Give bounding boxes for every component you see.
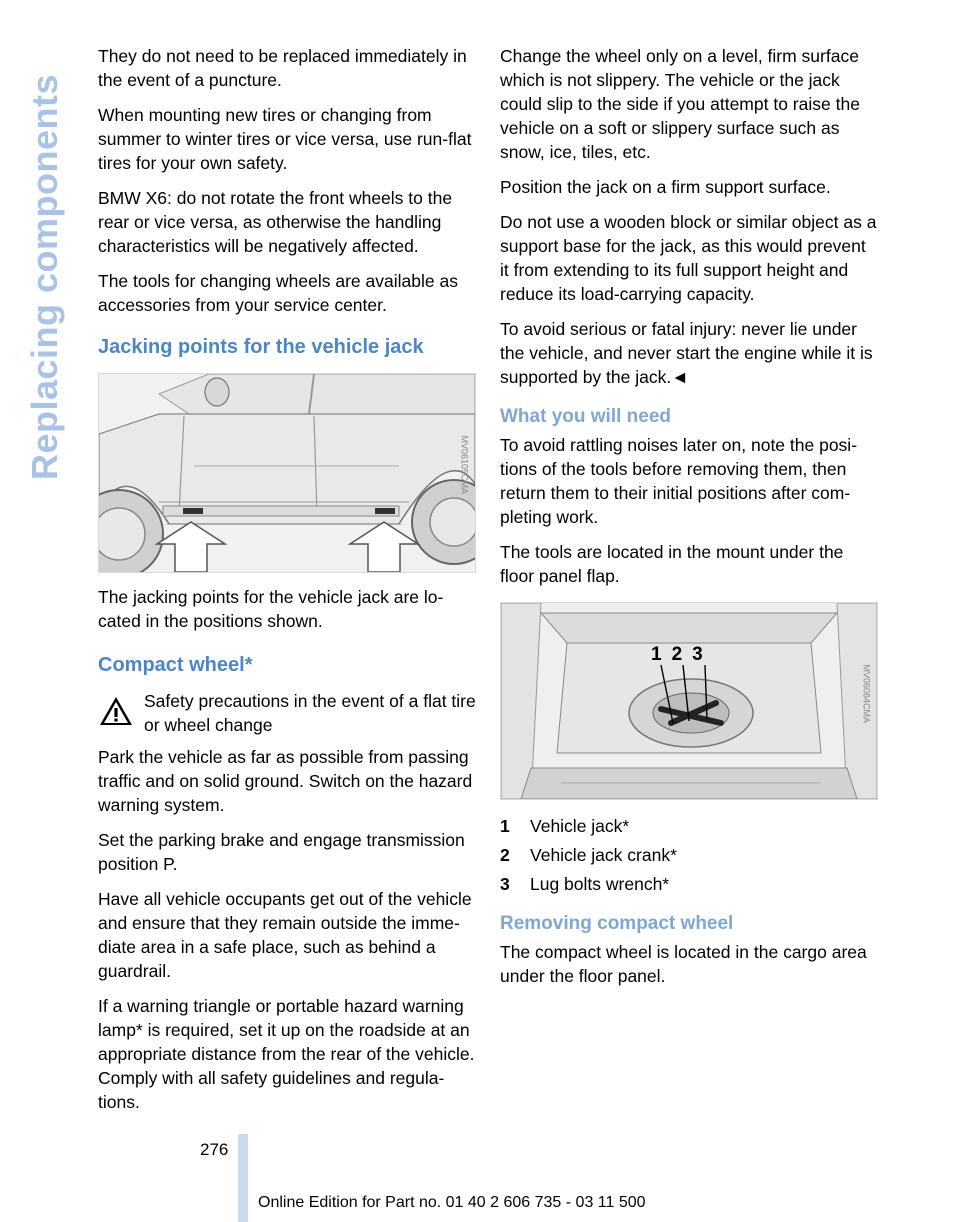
paragraph: Park the vehicle as far as possible from passing traffic and on solid ground. Switch on the hazard warning system. [98,747,473,815]
tool-label-2: 2 [671,644,683,665]
tool-label-1: 1 [651,644,662,665]
paragraph: BMW X6: do not rotate the front wheels to the rear or vice versa, as otherwise the handling characteristics will be negatively affected. [98,188,453,256]
heading-compact-wheel: Compact wheel* [98,654,253,676]
chapter-side-title [20,40,70,480]
list-item [500,872,878,896]
paragraph: Change the wheel only on a level, firm surface which is not slippery. The vehicle or the jack could slip to the side if you attempt to raise the vehicle on a soft or slippery surface such as snow, ice, tiles, etc. [500,46,860,162]
right-column [500,44,878,999]
heading-removing-compact-wheel: Removing compact wheel [500,913,734,934]
list-number: 1 [500,816,510,836]
car-side-illustration [99,374,475,572]
paragraph: Position the jack on a firm support surface. [500,177,831,197]
heading-what-you-will-need: What you will need [500,406,672,427]
paragraph: Have all vehicle occupants get out of the vehicle and ensure that they remain outside the imme-diate area in a safe place, such as behind a guardrail. [98,889,472,981]
online-edition-text: Online Edition for Part no. 01 40 2 606 735 - 03 11 500 [258,1194,646,1211]
paragraph: To avoid serious or fatal injury: never lie under the vehicle, and never start the engine while it is supported by the jack.◄ [500,319,873,387]
cargo-area-illustration [501,603,877,799]
list-number: 3 [500,874,510,894]
tool-labels [651,643,731,667]
paragraph: When mounting new tires or changing from summer to winter tires or vice versa, use run-flat tires for your own safety. [98,105,472,173]
figure-code: MV06084CMA [862,664,872,723]
list-item [500,814,878,838]
paragraph: The tools for changing wheels are available as accessories from your service center. [98,271,458,315]
page-footer [0,1134,960,1222]
tool-list [500,814,878,896]
tool-label-3: 3 [692,644,703,665]
safety-warning [98,689,476,737]
warning-triangle-icon [98,695,134,733]
left-column [98,44,476,1125]
paragraph: They do not need to be replaced immediately in the event of a puncture. [98,46,467,90]
paragraph: The tools are located in the mount under the floor panel flap. [500,542,844,586]
heading-jacking-points: Jacking points for the vehicle jack [98,336,424,358]
paragraph: The compact wheel is located in the cargo area under the floor panel. [500,942,867,986]
list-item [500,843,878,867]
paragraph: To avoid rattling noises later on, note the posi-tions of the tools before removing them, then return them to their initial positions after com-pleting work. [500,435,858,527]
footer-bar [238,1134,248,1222]
list-text: Lug bolts wrench* [530,874,670,894]
list-text: Vehicle jack* [530,816,630,836]
paragraph: Do not use a wooden block or similar object as a support base for the jack, as this would prevent it from extending to its full support height and reduce its load-carrying capacity. [500,212,877,304]
list-text: Vehicle jack crank* [530,845,677,865]
tool-location-figure [500,602,878,800]
jacking-points-figure [98,373,476,573]
paragraph: The jacking points for the vehicle jack are lo-cated in the positions shown. [98,587,444,631]
figure-code: MV06105CMA [460,435,470,494]
warning-title: Safety precautions in the event of a flat tire or wheel change [144,691,476,735]
paragraph: Set the parking brake and engage transmission position P. [98,830,465,874]
list-number: 2 [500,845,510,865]
page-number: 276 [200,1140,229,1159]
chapter-title-text: Replacing components [24,73,65,480]
paragraph: If a warning triangle or portable hazard warning lamp* is required, set it up on the roadside at an appropriate distance from the rear of the vehicle. Comply with all safety guidelines and regula-tions. [98,996,475,1112]
